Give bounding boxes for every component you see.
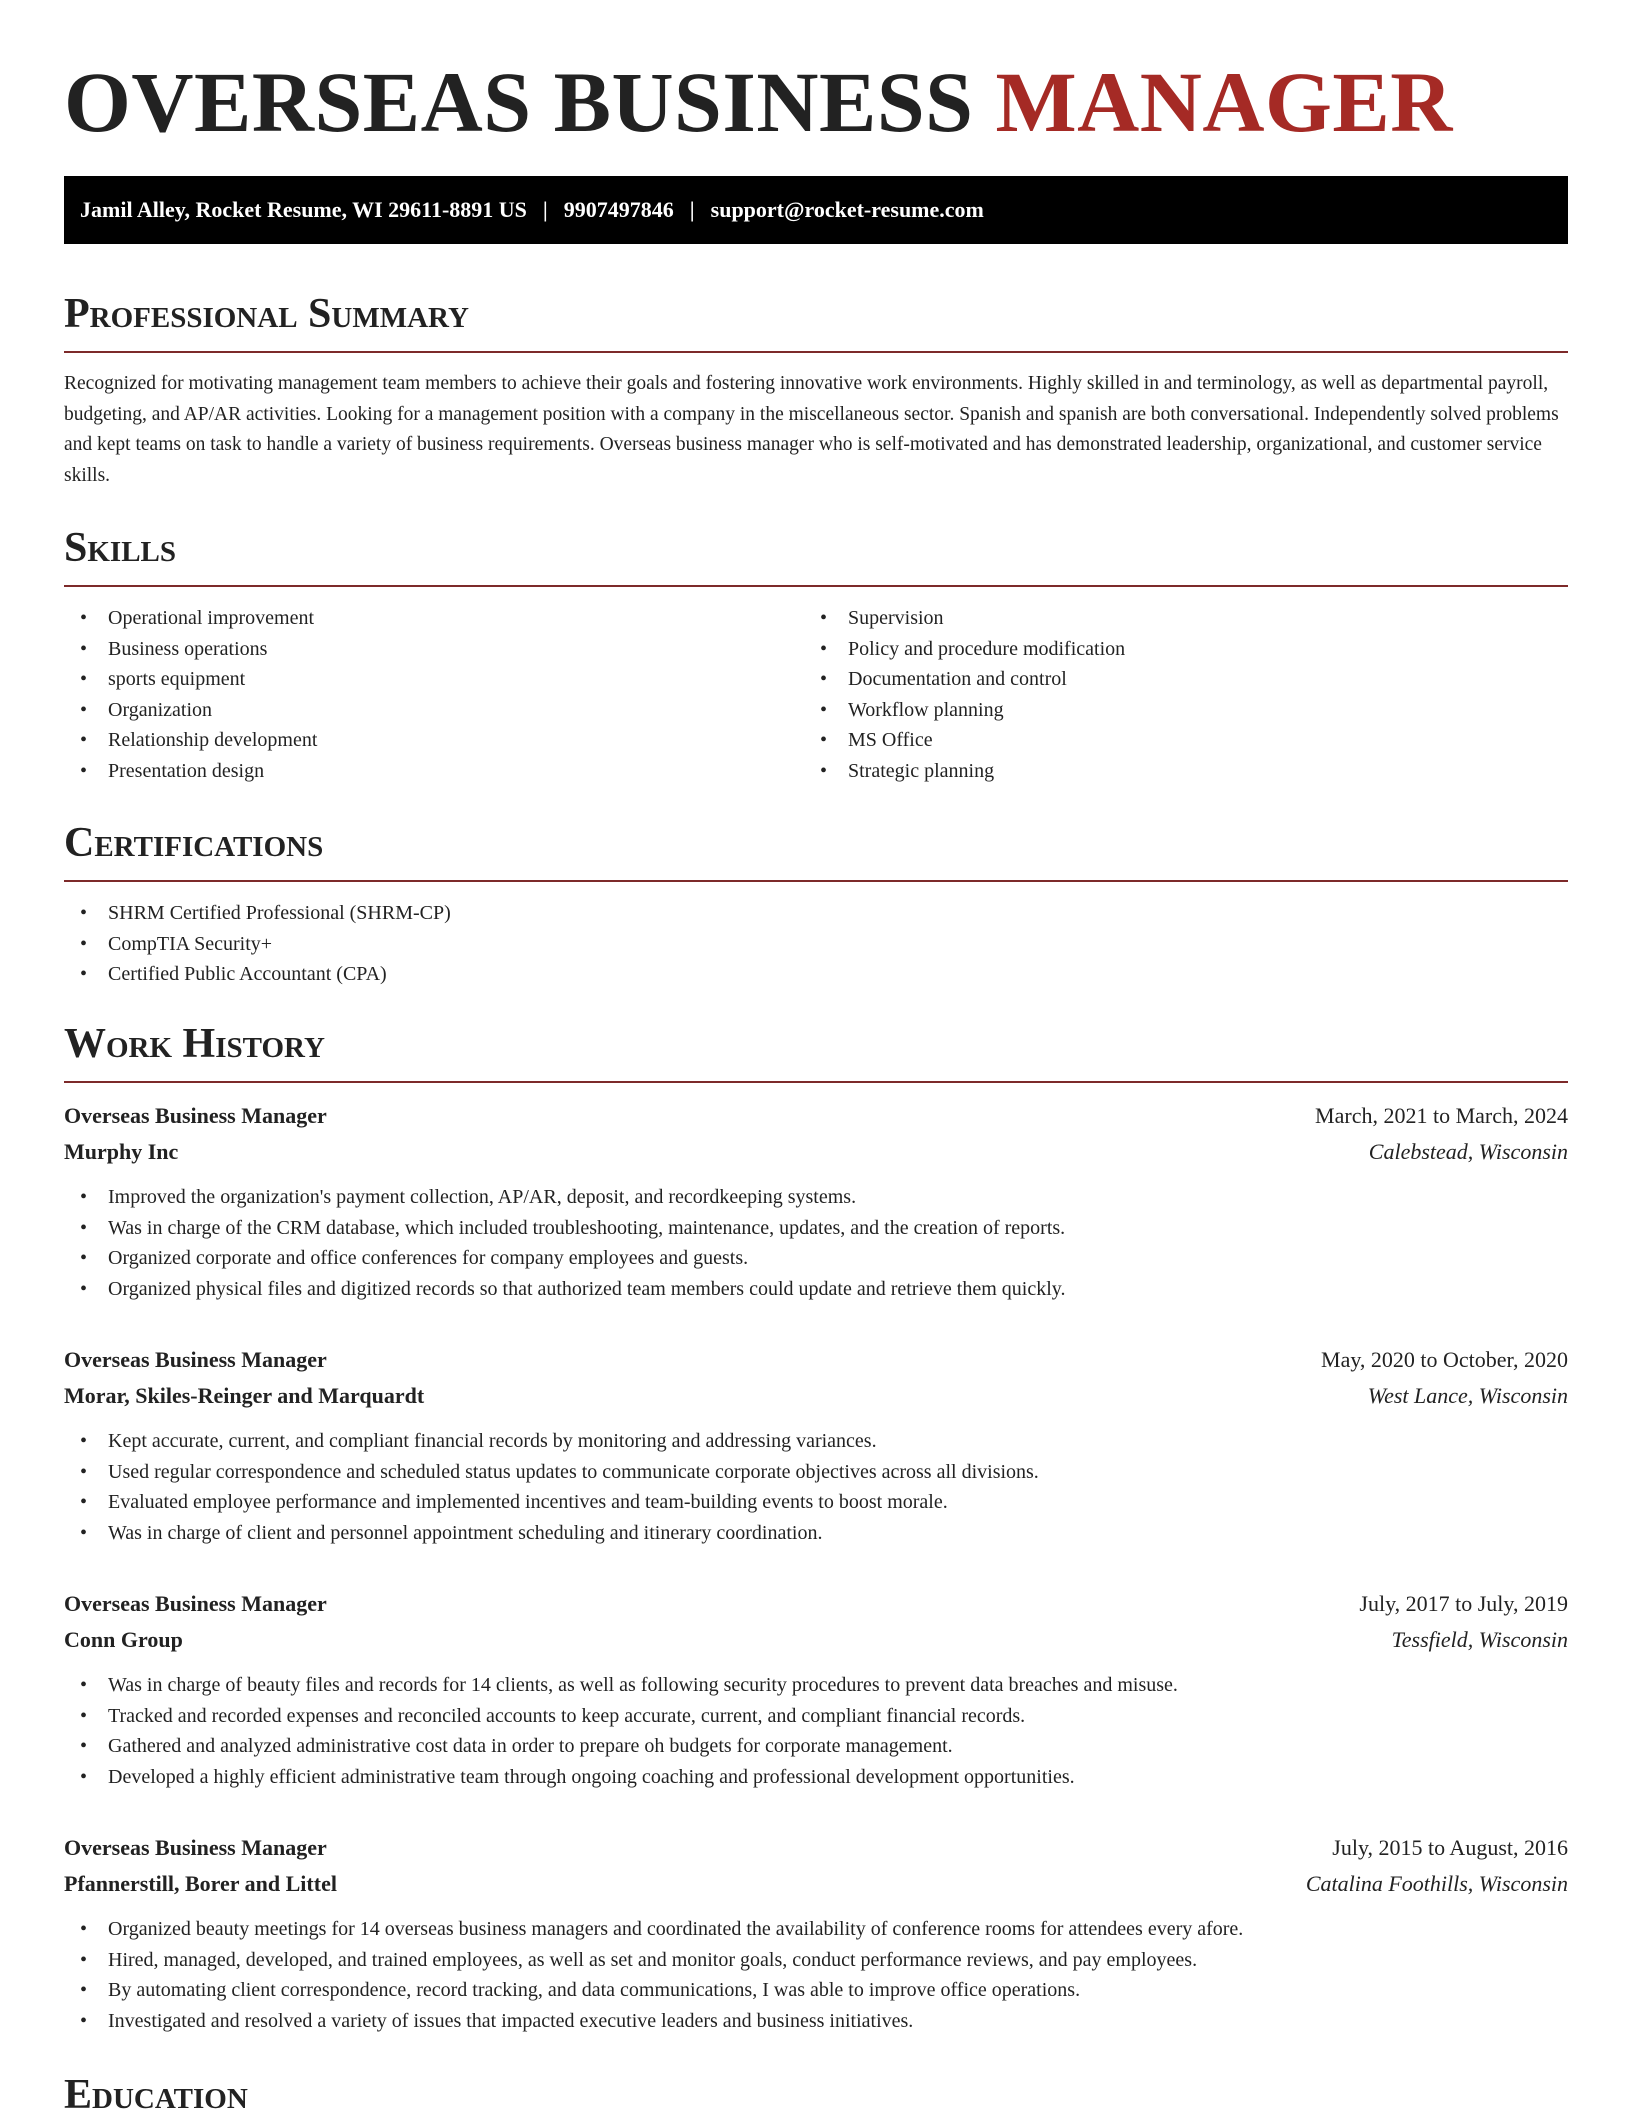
skill-item: • MS Office	[804, 725, 1568, 756]
job-duties-list	[64, 1670, 1568, 1792]
job-entry	[64, 1586, 1568, 1792]
skills-list-right	[804, 603, 1568, 786]
job-duty-item: • Organized physical files and digitized records so that authorized team members could update and retrieve them quickly.	[64, 1274, 1568, 1305]
job-entry	[64, 1098, 1568, 1304]
job-title-row	[64, 1098, 1568, 1134]
job-title: Overseas Business Manager	[64, 1103, 327, 1128]
job-dates: July, 2017 to July, 2019	[1359, 1591, 1568, 1616]
job-duty-item: • Developed a highly efficient administrative team through ongoing coaching and professional development opportunities.	[64, 1762, 1568, 1793]
job-dates: March, 2021 to March, 2024	[1315, 1103, 1568, 1128]
job-dates: May, 2020 to October, 2020	[1321, 1347, 1568, 1372]
contact-email: support@rocket-resume.com	[710, 197, 984, 222]
job-company-row	[64, 1866, 1568, 1902]
job-duty-item: • Was in charge of client and personnel appointment scheduling and itinerary coordination.	[64, 1518, 1568, 1549]
skill-item: • Presentation design	[64, 756, 804, 787]
job-duties-list	[64, 1426, 1568, 1548]
job-location: Catalina Foothills, Wisconsin	[1305, 1871, 1568, 1896]
section-title-skills: Skills	[64, 525, 177, 571]
job-company: Pfannerstill, Borer and Littel	[64, 1871, 337, 1896]
job-company: Conn Group	[64, 1627, 183, 1652]
job-company-row	[64, 1134, 1568, 1170]
skill-item: • Relationship development	[64, 725, 804, 756]
job-company-row	[64, 1622, 1568, 1658]
section-title-education: Education	[64, 2072, 248, 2112]
section-title-certifications: Certifications	[64, 820, 324, 866]
contact-separator: |	[689, 197, 695, 222]
skill-item: • Organization	[64, 695, 804, 726]
skills-list-left	[64, 603, 804, 786]
skill-item: • Operational improvement	[64, 603, 804, 634]
job-title: Overseas Business Manager	[64, 1347, 327, 1372]
section-divider	[64, 351, 1568, 353]
job-company: Morar, Skiles-Reinger and Marquardt	[64, 1383, 425, 1408]
job-title: Overseas Business Manager	[64, 1591, 327, 1616]
section-title-summary: Professional Summary	[64, 291, 469, 337]
job-duty-item: • Organized corporate and office conferences for company employees and guests.	[64, 1243, 1568, 1274]
job-duty-item: • Evaluated employee performance and implemented incentives and team-building events to boost morale.	[64, 1487, 1568, 1518]
job-duty-item: • Organized beauty meetings for 14 overseas business managers and coordinated the availability of conference rooms for attendees every afore.	[64, 1914, 1568, 1945]
contact-separator: |	[542, 197, 548, 222]
job-company: Murphy Inc	[64, 1139, 179, 1164]
certification-item: • SHRM Certified Professional (SHRM-CP)	[64, 898, 1568, 929]
contact-address: Jamil Alley, Rocket Resume, WI 29611-8891 US	[80, 197, 527, 222]
job-duty-item: • Hired, managed, developed, and trained employees, as well as set and monitor goals, conduct performance reviews, and pay employees.	[64, 1945, 1568, 1976]
job-duty-item: • Kept accurate, current, and compliant financial records by monitoring and addressing variances.	[64, 1426, 1568, 1457]
certifications-list	[64, 898, 1568, 990]
section-title-work-history: Work History	[64, 1021, 325, 1067]
job-duty-item: • Was in charge of the CRM database, which included troubleshooting, maintenance, updates, and the creation of reports.	[64, 1213, 1568, 1244]
job-duty-item: • Was in charge of beauty files and records for 14 clients, as well as following security procedures to prevent data breaches and misuse.	[64, 1670, 1568, 1701]
job-dates: July, 2015 to August, 2016	[1332, 1835, 1568, 1860]
professional-summary: Recognized for motivating management team members to achieve their goals and fostering innovative work environments. Highly skilled in and terminology, as well as departmental payroll, budgeting, and AP/AR activities. Looking for a management position with a company in the miscellaneous sector. Spanish and spanish are both conversational. Independently solved problems and kept teams on task to handle a variety of business requirements. Overseas business manager who is self-motivated and has demonstrated leadership, organizational, and customer service skills.	[64, 373, 1559, 486]
certification-item: • CompTIA Security+	[64, 929, 1568, 960]
skill-item: • Documentation and control	[804, 664, 1568, 695]
job-duty-item: • Used regular correspondence and scheduled status updates to communicate corporate objectives across all divisions.	[64, 1457, 1568, 1488]
job-duties-list	[64, 1914, 1568, 2036]
job-title-row	[64, 1586, 1568, 1622]
resume-name	[64, 52, 1453, 152]
name-accent: MANAGER	[995, 54, 1453, 150]
job-entry	[64, 1342, 1568, 1548]
job-duty-item: • By automating client correspondence, record tracking, and data communications, I was able to improve office operations.	[64, 1975, 1568, 2006]
job-title-row	[64, 1830, 1568, 1866]
job-duty-item: • Tracked and recorded expenses and reconciled accounts to keep accurate, current, and compliant financial records.	[64, 1701, 1568, 1732]
skill-item: • Supervision	[804, 603, 1568, 634]
skill-item: • Strategic planning	[804, 756, 1568, 787]
certification-item: • Certified Public Accountant (CPA)	[64, 959, 1568, 990]
contact-bar	[64, 176, 1568, 244]
job-location: Tessfield, Wisconsin	[1391, 1627, 1568, 1652]
job-title-row	[64, 1342, 1568, 1378]
job-duty-item: • Investigated and resolved a variety of issues that impacted executive leaders and business initiatives.	[64, 2006, 1568, 2037]
job-location: Calebstead, Wisconsin	[1368, 1139, 1568, 1164]
job-entry	[64, 1830, 1568, 2036]
job-location: West Lance, Wisconsin	[1367, 1383, 1568, 1408]
section-divider	[64, 1081, 1568, 1083]
job-title: Overseas Business Manager	[64, 1835, 327, 1860]
skill-item: • Business operations	[64, 634, 804, 665]
skill-item: • Workflow planning	[804, 695, 1568, 726]
section-divider	[64, 880, 1568, 882]
skill-item: • Policy and procedure modification	[804, 634, 1568, 665]
contact-phone: 9907497846	[563, 197, 674, 222]
name-first: OVERSEAS BUSINESS	[64, 54, 996, 150]
job-company-row	[64, 1378, 1568, 1414]
job-duty-item: • Improved the organization's payment collection, AP/AR, deposit, and recordkeeping systems.	[64, 1182, 1568, 1213]
skill-item: • sports equipment	[64, 664, 804, 695]
job-duties-list	[64, 1182, 1568, 1304]
job-duty-item: • Gathered and analyzed administrative cost data in order to prepare oh budgets for corporate management.	[64, 1731, 1568, 1762]
section-divider	[64, 585, 1568, 587]
